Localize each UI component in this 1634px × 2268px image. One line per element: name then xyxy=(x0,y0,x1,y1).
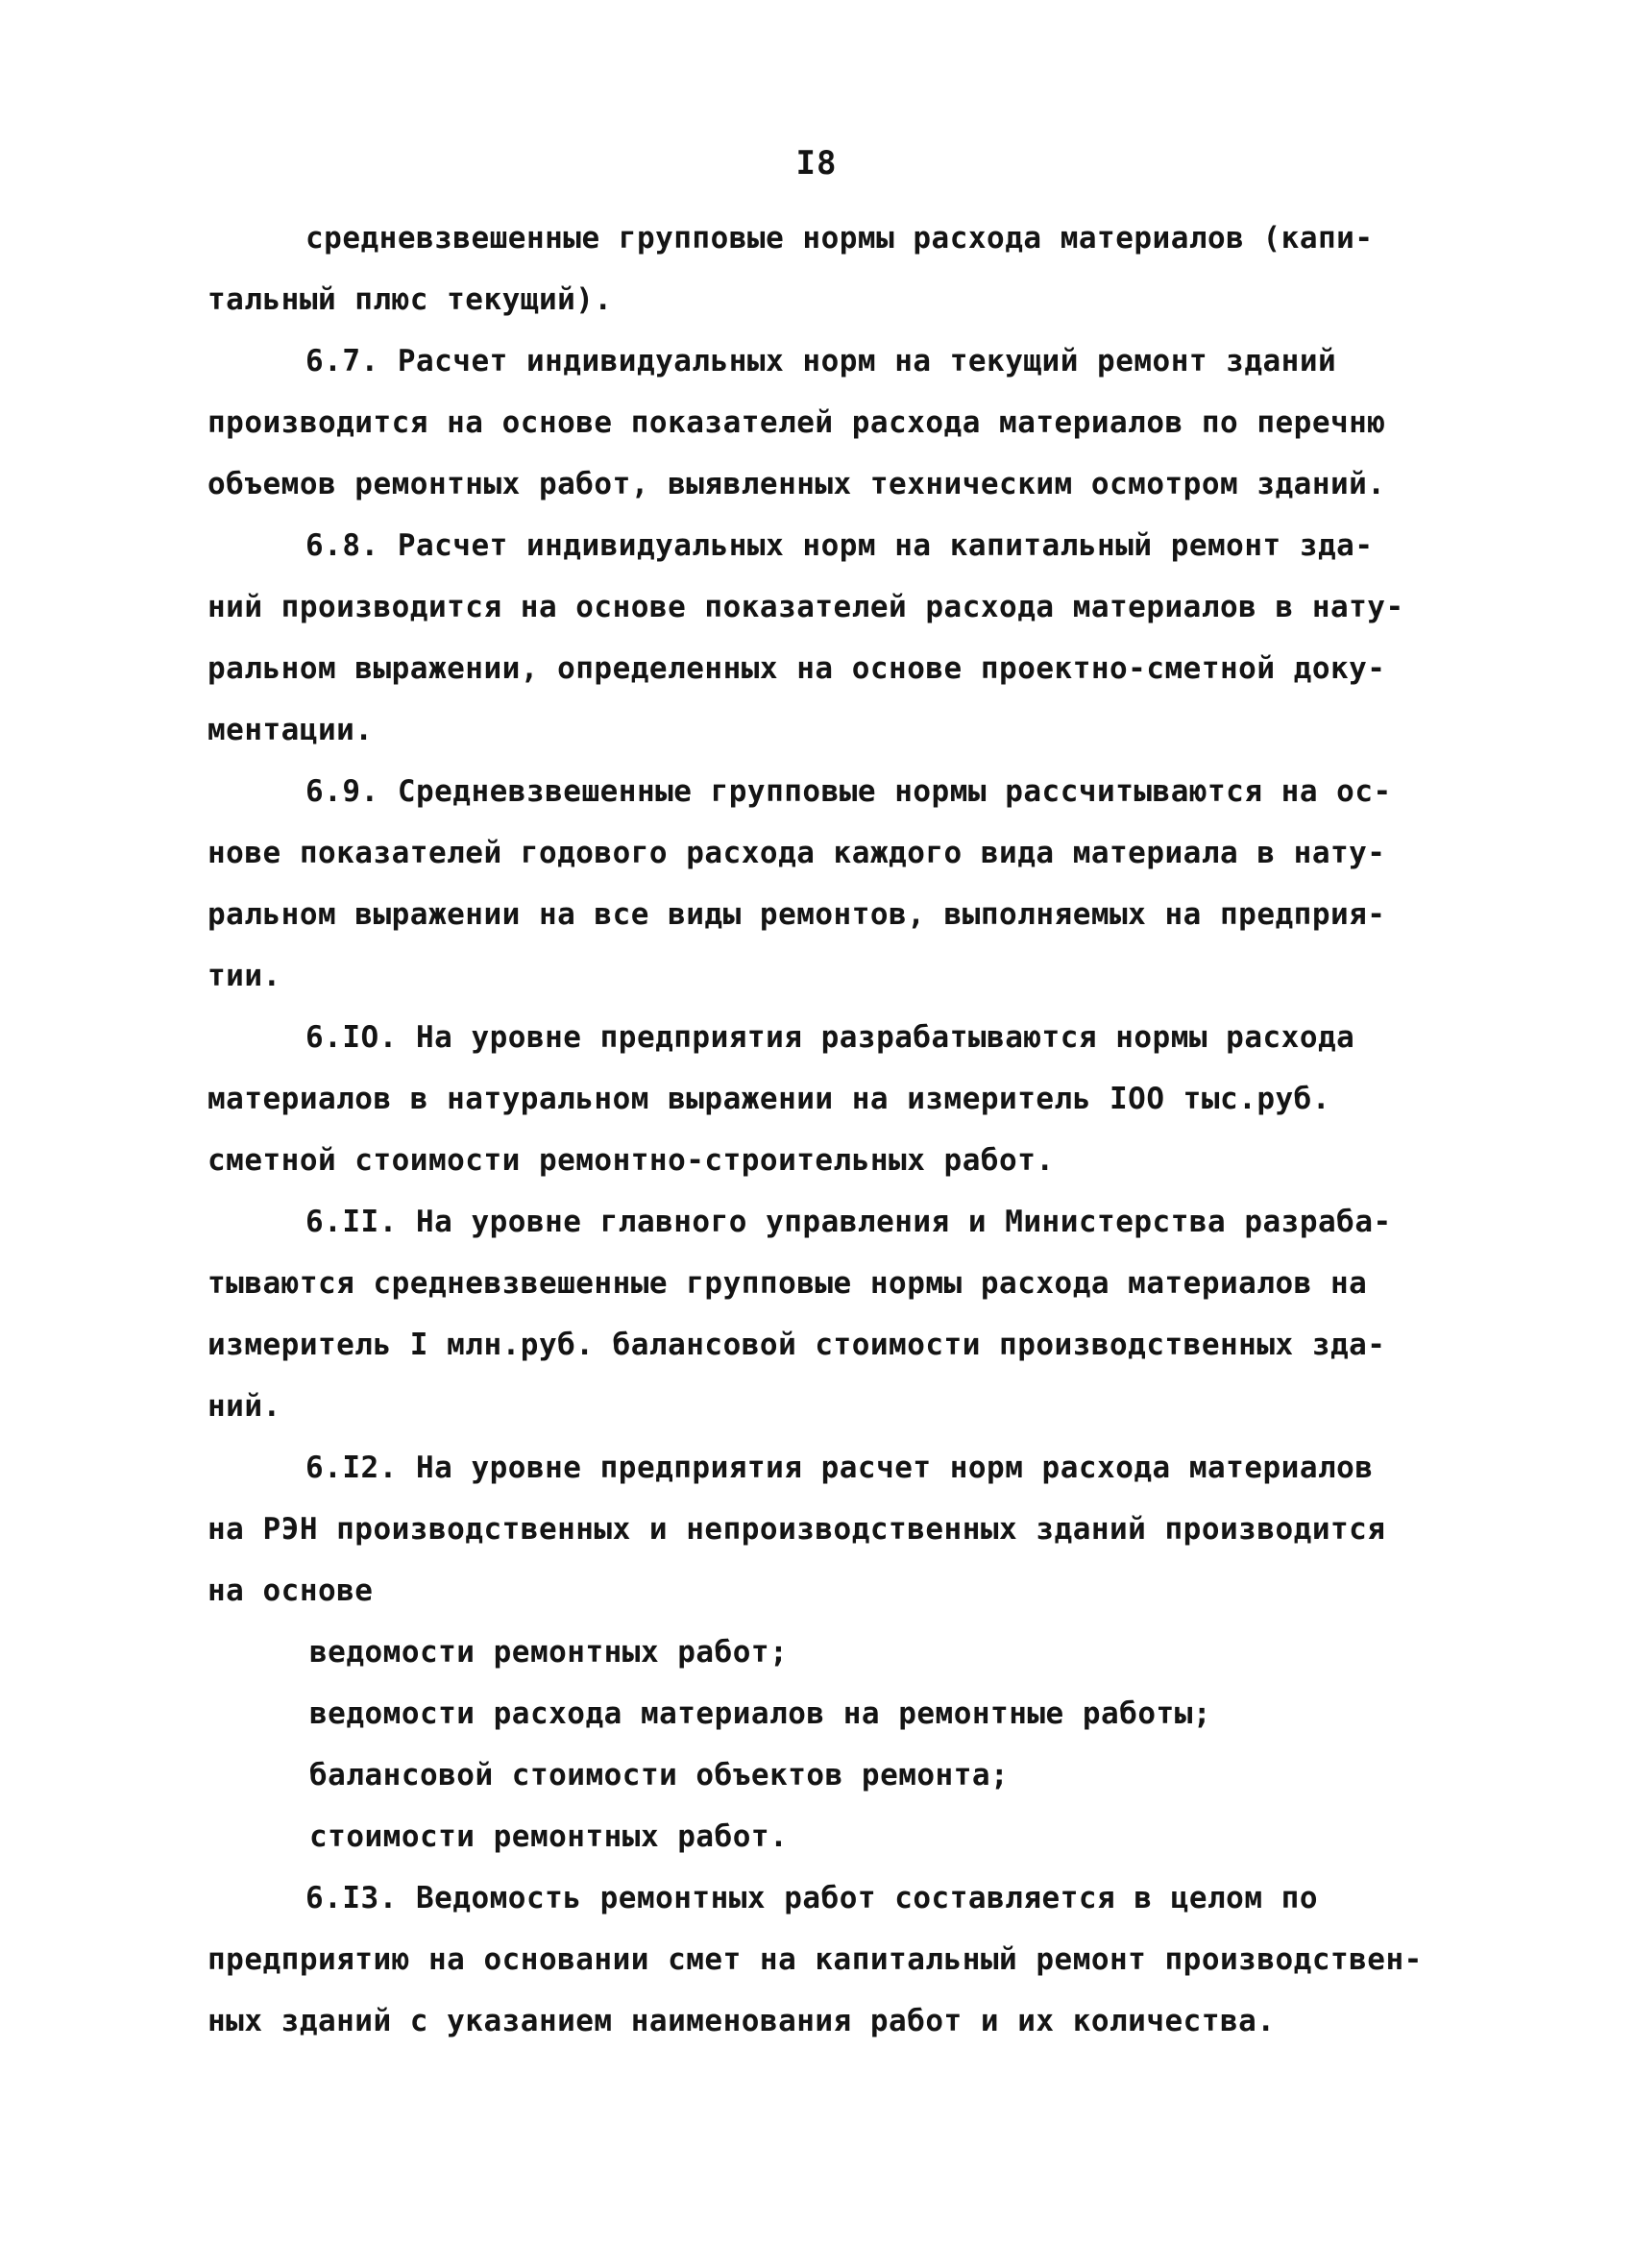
text-line: на основе xyxy=(207,1573,374,1608)
text-line: объемов ремонтных работ, выявленных техническим осмотром зданий. xyxy=(207,467,1386,501)
text-line: 6.I3. Ведомость ремонтных работ составляется в целом по xyxy=(305,1881,1318,1915)
list-item: стоимости ремонтных работ. xyxy=(309,1819,789,1854)
text-line: тии. xyxy=(207,959,281,993)
text-line: 6.7. Расчет индивидуальных норм на текущий ремонт зданий xyxy=(305,344,1337,378)
text-line: ний производится на основе показателей расхода материалов в нату- xyxy=(207,590,1404,624)
text-line: на РЭН производственных и непроизводственных зданий производится xyxy=(207,1512,1386,1547)
text-line: материалов в натуральном выражении на измеритель IOO тыс.руб. xyxy=(207,1082,1330,1116)
list-item: ведомости ремонтных работ; xyxy=(309,1635,789,1670)
text-line: 6.I2. На уровне предприятия расчет норм расхода материалов xyxy=(305,1451,1374,1485)
text-line: предприятию на основании смет на капитальный ремонт производствен- xyxy=(207,1942,1423,1977)
text-line: 6.IO. На уровне предприятия разрабатываются нормы расхода xyxy=(305,1020,1355,1055)
text-line: ний. xyxy=(207,1389,281,1424)
text-line: тываются средневзвешенные групповые нормы расхода материалов на xyxy=(207,1266,1368,1301)
list-item: балансовой стоимости объектов ремонта; xyxy=(309,1758,1010,1792)
list-item: ведомости расхода материалов на ремонтные работы; xyxy=(309,1696,1212,1731)
text-line: тальный плюс текущий). xyxy=(207,282,613,317)
page-number: I8 xyxy=(795,144,838,183)
text-line: 6.8. Расчет индивидуальных норм на капитальный ремонт зда- xyxy=(305,528,1374,563)
text-line: средневзвешенные групповые нормы расхода материалов (капи- xyxy=(305,221,1374,256)
text-line: ральном выражении, определенных на основе проектно-сметной доку- xyxy=(207,651,1386,686)
text-line: ментации. xyxy=(207,713,374,747)
text-line: 6.II. На уровне главного управления и Министерства разраба- xyxy=(305,1205,1392,1239)
text-line: ных зданий с указанием наименования работ и их количества. xyxy=(207,2004,1276,2038)
text-line: производится на основе показателей расхода материалов по перечню xyxy=(207,405,1386,440)
text-line: измеритель I млн.руб. балансовой стоимости производственных зда- xyxy=(207,1328,1386,1362)
text-line: нове показателей годового расхода каждого вида материала в нату- xyxy=(207,836,1386,870)
text-line: ральном выражении на все виды ремонтов, выполняемых на предприя- xyxy=(207,897,1386,932)
text-line: 6.9. Средневзвешенные групповые нормы рассчитываются на ос- xyxy=(305,774,1392,809)
text-line: сметной стоимости ремонтно-строительных работ. xyxy=(207,1143,1055,1178)
